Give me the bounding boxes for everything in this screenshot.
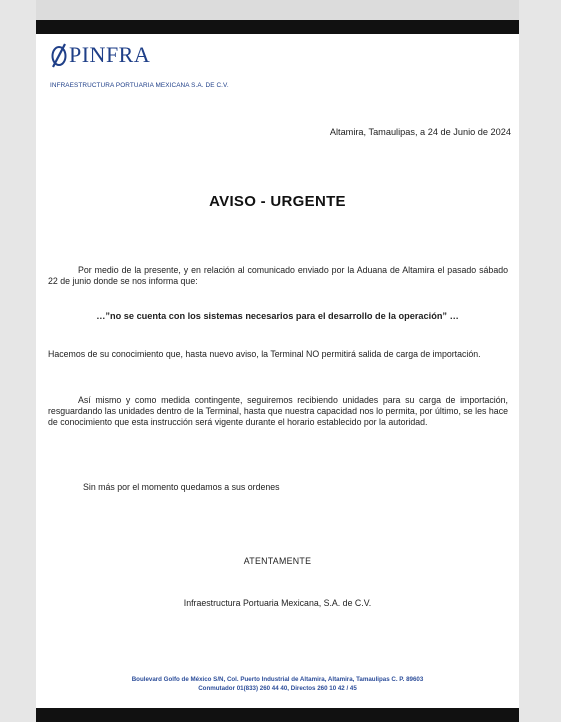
background-right xyxy=(519,0,561,722)
closing-line: Sin más por el momento quedamos a sus ordenes xyxy=(83,482,280,492)
logo-text: PINFRA xyxy=(69,42,151,67)
quote-paragraph: …”no se cuenta con los sistemas necesarios para el desarrollo de la operación” … xyxy=(96,311,459,321)
footer-phones: Conmutador 01(833) 260 44 40, Directos 260 10 42 / 45 xyxy=(198,685,357,692)
company-logo xyxy=(50,42,150,68)
notice-paragraph: Hacemos de su conocimiento que, hasta nuevo aviso, la Terminal NO permitirá salida de carga de importación. xyxy=(48,349,481,359)
pinfra-logo-icon xyxy=(50,42,68,68)
notice-title: AVISO - URGENTE xyxy=(209,193,346,210)
footer-address: Boulevard Golfo de México S/N, Col. Puerto Industrial de Altamira, Altamira, Tamaulipas C. P. 89603 xyxy=(131,676,424,683)
atentamente: ATENTAMENTE xyxy=(243,556,312,566)
signature-company: Infraestructura Portuaria Mexicana, S.A. de C.V. xyxy=(183,598,372,608)
bottom-black-bar xyxy=(36,708,519,722)
measure-paragraph: Así mismo y como medida contingente, seguiremos recibiendo unidades para su carga de importación, resguardando las unidades dentro de la Terminal, hasta que nuestra capacidad nos lo permita, por último, se les hace de conocimiento que esta instrucción será vigente durante el horario establecido por la autoridad. xyxy=(48,395,508,427)
company-name: INFRAESTRUCTURA PORTUARIA MEXICANA S.A. DE C.V. xyxy=(50,82,229,89)
top-black-bar xyxy=(36,20,519,34)
background-left xyxy=(0,0,36,722)
intro-paragraph: Por medio de la presente, y en relación al comunicado enviado por la Aduana de Altamira el pasado sábado 22 de junio donde se nos informa que: xyxy=(48,265,508,286)
document-page xyxy=(36,20,519,722)
place-date: Altamira, Tamaulipas, a 24 de Junio de 2024 xyxy=(329,127,511,137)
footer xyxy=(36,675,519,693)
